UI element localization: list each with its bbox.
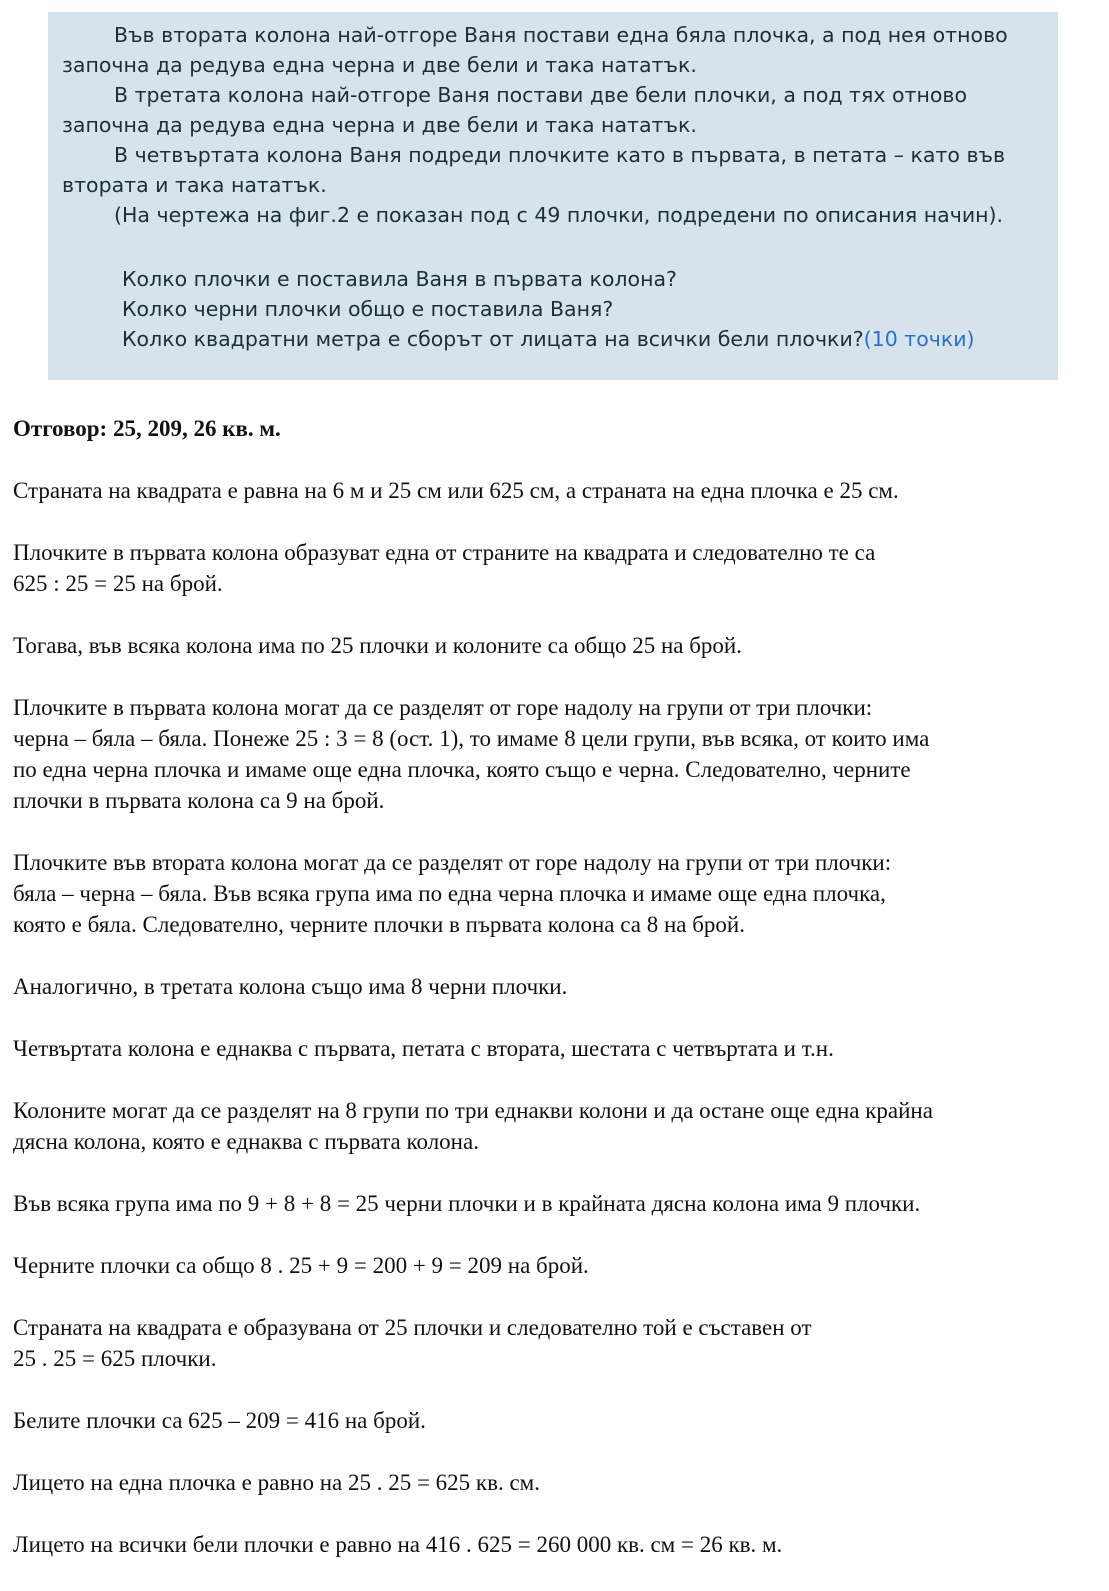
text-line: черна – бяла – бяла. Понеже 25 : 3 = 8 (ост. 1), то имаме 8 цели групи, във всяка, от които има xyxy=(13,726,930,751)
text-line: дясна колона, която е еднаква с първата колона. xyxy=(13,1129,479,1154)
paragraph xyxy=(13,1033,1099,1064)
task-line: Във втората колона най-отгоре Ваня постави една бяла плочка, а под нея отново xyxy=(114,23,1008,47)
text-line: Черните плочки са общо 8 . 25 + 9 = 200 + 9 = 209 на брой. xyxy=(13,1253,589,1278)
paragraph xyxy=(13,475,1099,506)
paragraph xyxy=(13,1188,1099,1219)
paragraph xyxy=(13,1250,1099,1281)
paragraph xyxy=(13,630,1099,661)
paragraph xyxy=(13,692,1099,816)
question-text: Колко квадратни метра е сборът от лицата на всички бели плочки? xyxy=(122,327,864,351)
paragraph xyxy=(13,1095,1099,1157)
task-line: (На чертежа на фиг.2 е показан под с 49 плочки, подредени по описания начин). xyxy=(114,203,1004,227)
text-line: Лицето на една плочка е равно на 25 . 25 = 625 кв. см. xyxy=(13,1470,540,1495)
text-line: Плочките в първата колона могат да се разделят от горе надолу на групи от три плочки: xyxy=(13,695,873,720)
text-line: Плочките във втората колона могат да се разделят от горе надолу на групи от три плочки: xyxy=(13,850,892,875)
answer-line: Отговор: 25, 209, 26 кв. м. xyxy=(13,416,281,441)
paragraph xyxy=(13,1312,1099,1374)
text-line: която е бяла. Следователно, черните плочки в първата колона са 8 на брой. xyxy=(13,912,745,937)
text-line: Страната на квадрата е образувана от 25 плочки и следователно той е съставен от xyxy=(13,1315,812,1340)
text-line: Аналогично, в третата колона също има 8 черни плочки. xyxy=(13,974,568,999)
text-line: Плочките в първата колона образуват една от страните на квадрата и следователно те са xyxy=(13,540,876,565)
paragraph xyxy=(13,847,1099,940)
paragraph xyxy=(13,537,1099,599)
text-line: Белите плочки са 625 – 209 = 416 на брой. xyxy=(13,1408,426,1433)
question-line xyxy=(62,324,1044,354)
question-line: Колко плочки е поставила Ваня в първата колона? xyxy=(122,267,677,291)
text-line: 25 . 25 = 625 плочки. xyxy=(13,1346,217,1371)
text-line: Лицето на всички бели плочки е равно на 416 . 625 = 260 000 кв. см = 26 кв. м. xyxy=(13,1532,783,1557)
task-line: започна да редува една черна и две бели и така нататък. xyxy=(62,53,697,77)
paragraph xyxy=(13,1467,1099,1498)
text-line: Колоните могат да се разделят на 8 групи по три еднакви колони и да остане още една крайна xyxy=(13,1098,933,1123)
solution-body xyxy=(13,413,1099,1591)
paragraph xyxy=(13,971,1099,1002)
task-line: В четвъртата колона Ваня подреди плочките като в първата, в петата – като във xyxy=(114,143,1006,167)
task-line: В третата колона най-отгоре Ваня постави две бели плочки, а под тях отново xyxy=(114,83,968,107)
text-line: бяла – черна – бяла. Във всяка група има по една черна плочка и имаме още една плочка, xyxy=(13,881,886,906)
question-line: Колко черни плочки общо е поставила Ваня? xyxy=(122,297,614,321)
text-line: Във всяка група има по 9 + 8 + 8 = 25 черни плочки и в крайната дясна колона има 9 плочки. xyxy=(13,1191,921,1216)
text-line: Страната на квадрата е равна на 6 м и 25 см или 625 см, а страната на една плочка е 25 см. xyxy=(13,478,899,503)
text-line: по една черна плочка и имаме още една плочка, която също е черна. Следователно, черните xyxy=(13,757,911,782)
task-line: започна да редува една черна и две бели и така нататък. xyxy=(62,113,697,137)
task-photo xyxy=(48,12,1058,380)
text-line: Четвъртата колона е еднаква с първата, петата с втората, шестата с четвъртата и т.н. xyxy=(13,1036,834,1061)
points-label: (10 точки) xyxy=(863,327,975,351)
paragraph xyxy=(13,1529,1099,1560)
task-line: втората и така нататък. xyxy=(62,173,327,197)
paragraph xyxy=(13,1405,1099,1436)
text-line: плочки в първата колона са 9 на брой. xyxy=(13,788,385,813)
text-line: 625 : 25 = 25 на брой. xyxy=(13,571,223,596)
text-line: Тогава, във всяка колона има по 25 плочки и колоните са общо 25 на брой. xyxy=(13,633,742,658)
